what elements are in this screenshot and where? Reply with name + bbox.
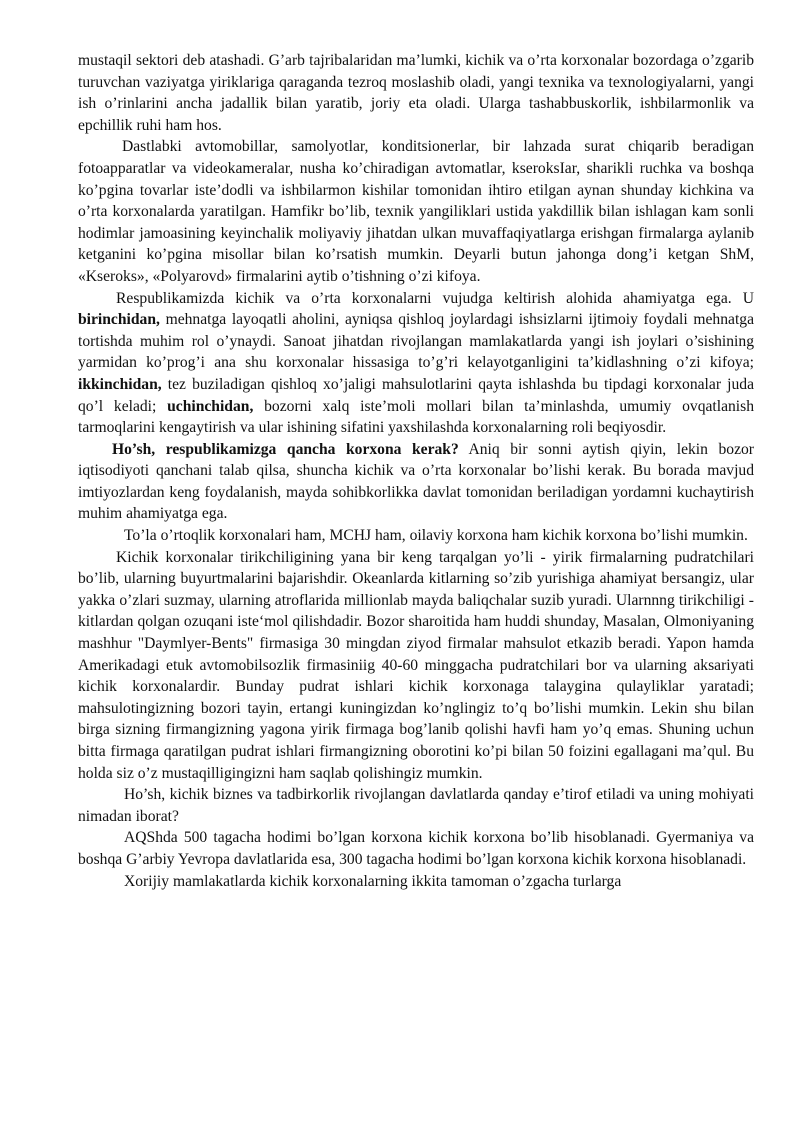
paragraph-3-text-1: Respublikamizda kichik va o’rta korxonalarni vujudga keltirish alohida ahamiyatga ega. U (116, 289, 754, 307)
paragraph-7: Ho’sh, kichik biznes va tadbirkorlik rivojlangan davlatlarda qanday e’tirof etiladi va uning mohiyati nimadan iborat? (78, 786, 754, 825)
paragraph-1: mustaqil sektori deb atashadi. G’arb tajribalaridan ma’lumki, kichik va o’rta korxonalar bozordaga o’zgarib turuvchan vaziyatga yiriklariga qaraganda tezroq moslashib oladi, yangi texnika va texnologiyalarni, yangi ish o’rinlarini ancha jadallik bilan yaratib, joriy eta oladi. Ularga tashabbuskorlik, ishbilarmonlik va epchillik ruhi ham hos. (78, 52, 754, 134)
paragraph-6: Kichik korxonalar tirikchiligining yana bir keng tarqalgan yo’li - yirik firmalarning pudratchilari bo’lib, ularning buyurtmalarini bajarishdir. Okeanlarda kitlarning so’zib yurishiga ahamiyat bersangiz, ular yakka o’zlari suzmay, ularning atroflarida millionlab mayda baliqchalar suzib yuradi. Ularnnng tirikchiligi - kitlardan qolgan ozuqani iste‘mol qilishdadir. Bozor sharoitida ham huddi shunday, Masalan, Olmoniyaning mashhur "Daymlyer-Bents" firmasiga 30 mingdan ziyod firmalar mahsulot etkazib beradi. Yapon hamda Amerikadagi etuk avtomobilsozlik firmasiniig 40-60 minggacha pudratchilari bor va ularning aksariyati kichik korxonalardir. Bunday pudrat ishlari kichik korxonaga talaygina qulayliklar yaratadi; mahsulotingizning bozori tayin, ertangi kuningizdan ko’nglingiz to’q bo’lishi mumkin. Lekin shu bilan birga sizning firmangizning yagona yirik firmaga bog’lanib qolishi havfi ham yo’q emas. Shuning uchun bitta firmaga qaratilgan pudrat ishlari firmangizning oborotini ko’pi bilan 50 foizini egallagani ma’qul. Bu holda siz o’z mustaqilligingizni ham saqlab qolishingiz mumkin. (78, 548, 754, 782)
paragraph-4 (78, 439, 754, 525)
paragraph-2: Dastlabki avtomobillar, samolyotlar, konditsionerlar, bir lahzada surat chiqarib beradigan fotoapparatlar va videokameralar, nusha ko’chiradigan avtomatlar, kseroksIar, sharikli ruchka va boshqa ko’pgina tovarlar iste’dodli va ishbilarmon kishilar tomonidan ihtiro etilgan aynan shunday kichkina va o’rta korxonalarda yaratilgan. Hamfikr bo’lib, texnik yangiliklari ustida yakdillik bilan ishlagan kam sonli hodimlar jamoasining keyinchalik moliyaviy jihatdan ulkan muvaffaqiyatlarga erishgan firmalarga aylanib ketganini ko’pgina misollar bilan ko’rsatish mumkin. Deyarli butun jahonga dong’i ketgan ShM, «Kseroks», «Polyarovd» firmalarini aytib o’tishning o’zi kifoya. (78, 138, 754, 285)
paragraph-4-bold-question: Ho’sh, respublikamizga qancha korxona kerak? (112, 440, 459, 458)
document-page (78, 50, 754, 892)
paragraph-3-bold-ikkinchidan: ikkinchidan, (78, 375, 162, 393)
paragraph-5: To’la o’rtoqlik korxonalari ham, MCHJ ham, oilaviy korxona ham kichik korxona bo’lishi mumkin. (124, 527, 748, 545)
paragraph-3-bold-uchinchidan: uchinchidan, (167, 397, 254, 415)
paragraph-8: AQShda 500 tagacha hodimi bo’lgan korxona kichik korxona bo’lib hisoblanadi. Gyermaniya va boshqa G’arbiy Yevropa davlatlarida esa, 300 tagacha hodimi bo’lgan korxona kichik korxona hisoblanadi. (78, 829, 754, 868)
paragraph-3 (78, 288, 754, 439)
paragraph-4-text: Aniq bir sonni aytish qiyin, lekin bozor iqtisodiyoti qanchani talab qilsa, shuncha kichik va o’rta korxonalar bo’lishi kerak. Bu borada mavjud imtiyozlardan keng foydalanish, mayda sohibkorlikka davlat tomonidan beriladigan yordamni kuchaytirish muhim ahamiyatga ega. (78, 440, 754, 523)
paragraph-3-bold-birinchidan: birinchidan, (78, 311, 160, 329)
paragraph-3-text-2: mehnatga layoqatli aholini, ayniqsa qishloq joylardagi ishsizlarni ijtimoiy foydali mehnatga tortishda muhim rol o’ynaydi. Sanoat jihatdan rivojlangan mamlakatlarda yangi ish joylari o’sishining yarmidan ko’prog’i ana shu korxonalar hissasiga to’g’ri kelayotganligini ta’kidlashning o’zi kifoya; (78, 311, 754, 372)
paragraph-3-text-3: tez buziladigan qishloq xo’jaligi mahsulotlarini qayta ishlashda bu tipdagi korxonalar juda qo’l keladi; (78, 375, 754, 415)
paragraph-9: Xorijiy mamlakatlarda kichik korxonalarning ikkita tamoman o’zgacha turlarga (124, 872, 622, 890)
paragraph-3-text-4: bozorni xalq iste’moli mollari bilan ta’minlashda, umumiy ovqatlanish tarmoqlarini kengaytirish va ular ishining sifatini yaxshilashda korxonalarning roli beqiyosdir. (78, 397, 754, 437)
